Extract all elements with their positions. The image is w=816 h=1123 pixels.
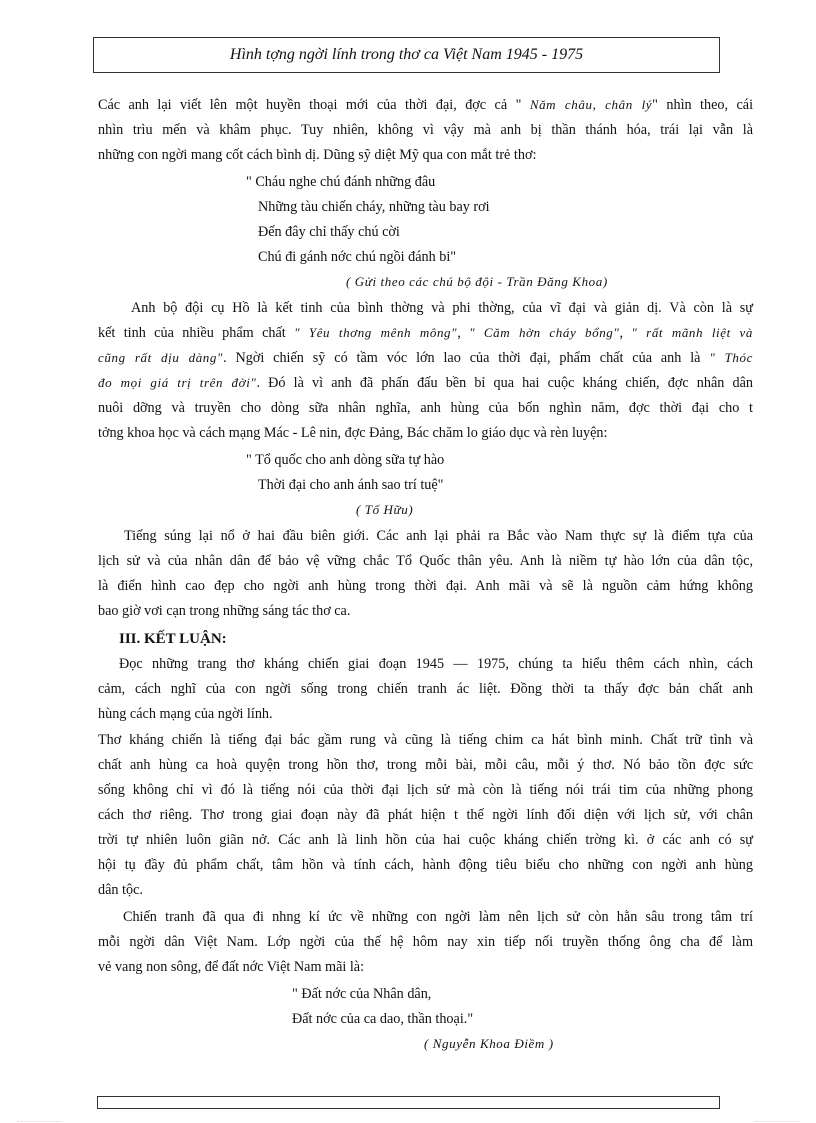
- quote: " Căm hờn cháy bổng": [469, 325, 620, 340]
- separator: ,: [457, 325, 470, 341]
- paragraph-6-line-3: vẻ vang non sông, để đất nớc Việt Nam mãi là:: [98, 959, 365, 975]
- poem-1-line-2: Những tàu chiến cháy, những tàu bay rơi: [258, 199, 490, 215]
- paragraph-1-line-3: những con ngời mang cốt cách bình dị. Dũng sỹ diệt Mỹ qua con mắt trẻ thơ:: [98, 147, 537, 163]
- page-header: [93, 37, 720, 73]
- poem-1-attribution: ( Gửi theo các chú bộ đội - Trần Đăng Khoa): [346, 274, 608, 289]
- paragraph-2-line-2: [98, 324, 753, 342]
- paragraph-6-line-1: Chiến tranh đã qua đi nhng kí ức về những con ngời làm nên lịch sử còn hằn sâu trong tâm trí: [123, 909, 753, 925]
- paragraph-3-line-1: Tiếng súng lại nổ ở hai đầu biên giới. Các anh lại phải ra Bắc vào Nam thực sự là điểm tựa của: [124, 528, 753, 544]
- text: Các anh lại viết lên một huyền thoại mới của thời đại, đợc cả ": [98, 97, 530, 113]
- paragraph-5-line-1: Thơ kháng chiến là tiếng đại bác gầm rung và cũng là tiếng chim ca hát bình minh. Chất trữ tình và: [98, 732, 753, 748]
- paragraph-5-line-5: trời tự nhiên luôn giãn nở. Các anh là linh hồn của hai cuộc kháng chiến trờng kì. ở các anh có sự: [98, 832, 753, 848]
- quote: " Thóc: [709, 350, 754, 365]
- paragraph-3-line-3: là điển hình cao đẹp cho ngời anh hùng trong thời đại. Anh mãi và sẽ là nguồn cảm hứng không: [98, 578, 753, 594]
- paragraph-5-line-7: dân tộc.: [98, 882, 143, 898]
- paragraph-1-line-2: nhìn trìu mến và khâm phục. Tuy nhiên, không vì vậy mà anh bị thần thánh hóa, trái lại vẫn là: [98, 122, 753, 138]
- text: . Đó là vì anh đã phấn đấu bền bỉ qua hai cuộc kháng chiến, đợc nhân dân: [256, 375, 753, 391]
- paragraph-4-line-2: cảm, cách nghĩ của con ngời sống trong chiến tranh ác liệt. Đồng thời ta thấy đợc bản chất anh: [98, 681, 753, 697]
- poem-2-line-1: " Tổ quốc cho anh dòng sữa tự hào: [246, 452, 445, 468]
- paragraph-2-line-3: [98, 349, 753, 367]
- paragraph-2-line-6: tởng khoa học và cách mạng Mác - Lê nin, đợc Đảng, Bác chăm lo giáo dục và rèn luyện:: [98, 425, 608, 441]
- poem-3-attribution: ( Nguyễn Khoa Điềm ): [424, 1036, 554, 1051]
- paragraph-1-line-1: [98, 96, 753, 114]
- paragraph-5-line-4: cách thơ riêng. Thơ trong giai đoạn này đã phát hiện t thế ngời lính đối diện với lịch sử, với chân: [98, 807, 753, 823]
- paragraph-6-line-2: mỗi ngời dân Việt Nam. Lớp ngời của thế hệ hôm nay xin tiếp nối truyền thống ông cha để làm: [98, 934, 753, 950]
- poem-2-attribution: ( Tố Hữu): [356, 502, 414, 517]
- quote: đo mọi giá trị trên đời": [98, 375, 257, 390]
- paragraph-3-line-2: lịch sử và của nhân dân để bảo vệ vững chắc Tổ Quốc thân yêu. Anh là niềm tự hào lớn của dân tộc,: [98, 553, 753, 569]
- header-title: Hình tợng ngời lính trong thơ ca Việt Nam 1945 - 1975: [229, 46, 584, 63]
- paragraph-5-line-2: chất anh hùng ca hoà quyện trong hồn thơ, trong mỗi bài, mỗi câu, mỗi ý thơ. Nó bảo tồn đợc sức: [98, 757, 753, 773]
- page-footer: [97, 1096, 720, 1109]
- poem-2-line-2: Thời đại cho anh ánh sao trí tuệ": [258, 477, 444, 493]
- poem-1-line-1: " Cháu nghe chú đánh những đâu: [246, 174, 436, 190]
- poem-1-line-3: Đến đây chỉ thấy chú cời: [258, 224, 400, 240]
- quote: " rất mãnh liệt và: [631, 325, 753, 340]
- poem-3-line-2: Đất nớc của ca dao, thần thoại.": [292, 1011, 474, 1027]
- paragraph-4-line-3: hùng cách mạng của ngời lính.: [98, 706, 273, 722]
- paragraph-3-line-4: bao giờ vơi cạn trong những sáng tác thơ ca.: [98, 603, 351, 619]
- text: . Ngời chiến sỹ có tầm vóc lớn lao của thời đại, phẩm chất của anh là: [223, 350, 710, 366]
- quote: Năm châu, chân lý: [529, 97, 653, 112]
- section-heading-conclusion: III. KẾT LUẬN:: [119, 631, 227, 647]
- paragraph-5-line-6: hội tụ đầy đủ phẩm chất, tâm hồn và tính cách, hành động tiêu biểu cho những con ngời anh hùng: [98, 857, 753, 873]
- paragraph-5-line-3: sống không chỉ vì đó là tiếng nói của thời đại lịch sử mà còn là tiếng nói trái tim của những phong: [98, 782, 753, 798]
- paragraph-4-line-1: Đọc những trang thơ kháng chiến giai đoạn 1945 — 1975, chúng ta hiểu thêm cách nhìn, cách: [119, 656, 753, 672]
- poem-3-line-1: " Đất nớc của Nhân dân,: [292, 986, 432, 1002]
- separator: ,: [619, 325, 632, 341]
- poem-1-line-4: Chú đi gánh nớc chú ngồi đánh bi": [258, 249, 457, 265]
- text: " nhìn theo, cái: [652, 97, 754, 113]
- text: kết tinh của nhiều phẩm chất: [98, 325, 295, 341]
- quote: " Yêu thơng mênh mông": [294, 325, 458, 340]
- paragraph-2-line-5: nuôi dỡng và truyền cho dòng sữa nhân nghĩa, anh hùng của bốn nghìn năm, đợc thời đại cho t: [98, 400, 753, 416]
- paragraph-2-line-4: [98, 374, 753, 392]
- quote: cũng rất dịu dàng": [98, 350, 224, 365]
- paragraph-2-line-1: Anh bộ đội cụ Hồ là kết tinh của bình thờng và phi thờng, của vĩ đại và giản dị. Và còn là sự: [131, 300, 753, 316]
